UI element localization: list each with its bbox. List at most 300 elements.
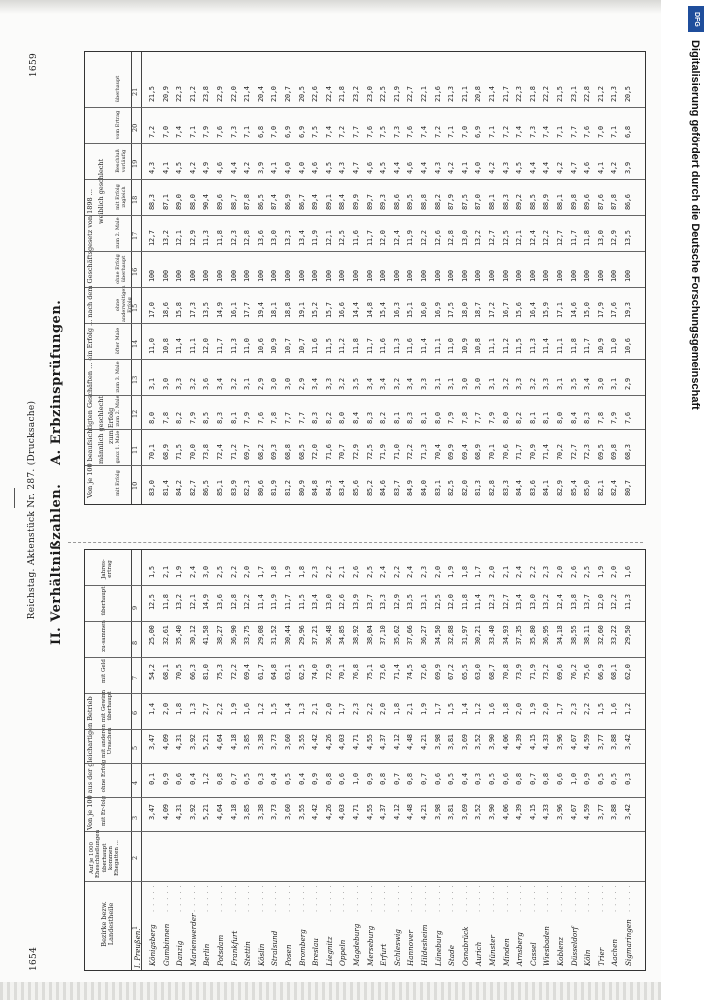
table-cell: 88,6 xyxy=(392,194,401,210)
table-row xyxy=(448,52,459,504)
table-cell: 11,5 xyxy=(515,338,524,354)
table-cell: 69,4 xyxy=(243,664,252,680)
table-cell: 0,9 xyxy=(583,773,592,785)
table-cell: 71,9 xyxy=(379,444,388,460)
table-cell: 4,9 xyxy=(202,162,211,174)
table-cell: 2,6 xyxy=(569,566,578,578)
table-cell: 4,7 xyxy=(569,162,578,174)
table-row xyxy=(339,550,350,970)
leader-dots: . . . . . xyxy=(596,884,605,912)
table-cell: 0,6 xyxy=(338,773,347,785)
table-cell: 13,0 xyxy=(324,594,333,610)
table-cell: 11,8 xyxy=(460,594,469,610)
table-cell: 6,9 xyxy=(297,126,306,138)
table-cell: 0,4 xyxy=(270,773,279,785)
table-cell: 7,6 xyxy=(583,126,592,138)
table-cell: 3,6 xyxy=(202,378,211,390)
table-cell: 3,77 xyxy=(596,804,605,820)
table-cell: 4,37 xyxy=(379,734,388,750)
leader-dots: . . . . . xyxy=(542,884,551,912)
table-cell: 4,0 xyxy=(297,162,306,174)
table-cell: 18,7 xyxy=(474,302,483,318)
table-cell: 68,7 xyxy=(488,664,496,680)
table-cell: 4,33 xyxy=(542,734,551,750)
table-cell: 4,2 xyxy=(488,162,496,174)
table-cell: 74,5 xyxy=(406,664,415,680)
table-cell: 12,7 xyxy=(556,230,564,246)
table-cell: 1,9 xyxy=(447,566,456,578)
table-cell: 67,2 xyxy=(447,664,456,680)
table-cell: 2,6 xyxy=(352,566,360,578)
table-cell: 70,5 xyxy=(175,664,184,680)
table-cell: 7,4 xyxy=(324,126,333,138)
table-cell: 34,93 xyxy=(501,625,510,645)
table-row xyxy=(231,52,242,504)
table-cell: 75,3 xyxy=(216,664,224,680)
table-row xyxy=(244,550,255,970)
table-cell: 2,7 xyxy=(202,703,211,715)
table-row xyxy=(598,550,609,970)
table-cell: 16,1 xyxy=(229,302,238,318)
table-cell: 8,4 xyxy=(569,412,578,424)
table-cell: 13,5 xyxy=(624,230,632,246)
table-row xyxy=(299,550,310,970)
table-cell: 7,2 xyxy=(433,126,442,138)
table-cell: 4,03 xyxy=(338,734,347,750)
table-cell: 2,3 xyxy=(420,566,428,578)
table-cell: 11,9 xyxy=(311,230,320,246)
table-cell: 4,5 xyxy=(515,162,524,174)
table-row xyxy=(516,550,527,970)
table-cell: 36,48 xyxy=(324,625,333,645)
table-cell: 3,69 xyxy=(460,804,469,820)
table-cell: 17,0 xyxy=(148,302,156,318)
table-cell: 85,1 xyxy=(216,480,224,496)
table-cell: 23,8 xyxy=(202,86,211,102)
table-cell: 100 xyxy=(392,270,401,282)
table-cell: 71,3 xyxy=(420,444,428,460)
table-cell: 73,6 xyxy=(379,664,388,680)
table-row xyxy=(271,550,282,970)
leader-dots: . . . . . xyxy=(229,884,238,912)
table-cell: 7,7 xyxy=(352,126,360,138)
table-cell: 1,3 xyxy=(297,703,306,715)
table-cell: 3,2 xyxy=(392,378,401,390)
leader-dots: . . . . . xyxy=(433,884,442,912)
table-cell: 10,9 xyxy=(460,338,469,354)
scan-edge-bottom xyxy=(0,982,707,1000)
table-cell: 22,5 xyxy=(379,86,388,102)
table-cell: 2,3 xyxy=(352,703,360,715)
leader-dots: . . . . . xyxy=(392,884,401,912)
table-cell: 3,88 xyxy=(610,804,619,820)
table-cell: 12,2 xyxy=(243,594,252,610)
table-cell: 4,6 xyxy=(583,162,592,174)
table-cell: 17,6 xyxy=(610,302,619,318)
table-a-col-header: ohne Erfolg überhaupt xyxy=(115,254,127,284)
table-cell: 100 xyxy=(406,270,415,282)
table-row xyxy=(353,550,364,970)
table-a-rule xyxy=(85,179,645,180)
table-cell: 11,4 xyxy=(420,338,428,354)
table-cell: 89,0 xyxy=(175,194,184,210)
table-cell: 34,85 xyxy=(338,625,347,645)
table-cell: 1,7 xyxy=(433,703,442,715)
table-b-col-number: 6 xyxy=(131,710,139,715)
table-cell: 68,8 xyxy=(284,444,292,460)
table-cell: 0,6 xyxy=(433,773,442,785)
table-cell: 71,0 xyxy=(392,444,401,460)
table-cell: 2,0 xyxy=(515,703,524,715)
table-cell: 23,1 xyxy=(569,86,578,102)
table-cell: 70,1 xyxy=(488,444,496,460)
table-row xyxy=(611,52,622,504)
table-cell: 11,6 xyxy=(311,338,320,354)
table-cell: 100 xyxy=(270,270,279,282)
table-cell: 4,6 xyxy=(311,162,320,174)
table-cell: 82,4 xyxy=(610,480,619,496)
table-cell: 4,2 xyxy=(610,162,619,174)
table-cell: 65,5 xyxy=(460,664,469,680)
table-cell: 2,9 xyxy=(624,378,632,390)
table-cell: 0,5 xyxy=(596,773,605,785)
page-fold-line xyxy=(68,542,643,543)
table-cell: 4,5 xyxy=(324,162,333,174)
table-cell: 16,4 xyxy=(528,302,537,318)
table-a-col-number: 10 xyxy=(131,481,139,490)
table-cell: 22,8 xyxy=(583,86,592,102)
table-cell: 22,4 xyxy=(324,86,333,102)
table-cell: 20,5 xyxy=(297,86,306,102)
table-b-col-region: Bezirke bezw. Landestheile xyxy=(100,901,116,947)
table-cell: 3,5 xyxy=(352,378,360,390)
table-cell: 3,0 xyxy=(596,378,605,390)
table-cell: 38,27 xyxy=(216,625,224,645)
table-cell: 0,4 xyxy=(460,773,469,785)
table-cell: 13,4 xyxy=(311,594,320,610)
table-cell: 63,1 xyxy=(284,664,292,680)
table-b-rule xyxy=(85,657,645,658)
table-cell: 22,2 xyxy=(542,86,551,102)
table-cell: 82,9 xyxy=(556,480,564,496)
region-name: Breslau xyxy=(311,938,321,966)
table-cell: 32,60 xyxy=(596,625,605,645)
table-cell: 11,8 xyxy=(352,338,360,354)
table-cell: 69,3 xyxy=(270,444,279,460)
table-cell: 72,6 xyxy=(420,664,428,680)
region-name: Lüneburg xyxy=(433,930,443,966)
table-cell: 68,9 xyxy=(161,444,170,460)
table-row xyxy=(367,52,378,504)
table-cell: 72,2 xyxy=(229,664,238,680)
table-cell: 0,1 xyxy=(148,773,156,785)
table-cell: 11,1 xyxy=(488,338,496,354)
table-cell: 15,8 xyxy=(175,302,184,318)
table-a-col-number: 13 xyxy=(131,375,139,384)
region-name: Koblenz xyxy=(556,936,565,966)
table-cell: 2,1 xyxy=(311,703,320,715)
table-cell: 13,9 xyxy=(352,594,360,610)
table-cell: 7,6 xyxy=(216,126,224,138)
table-cell: 86,6 xyxy=(624,194,632,210)
table-cell: 3,77 xyxy=(596,734,605,750)
table-cell: 2,0 xyxy=(610,566,619,578)
table-cell: 11,4 xyxy=(256,594,265,610)
table-cell: 100 xyxy=(202,270,211,282)
table-cell: 4,5 xyxy=(175,162,184,174)
table-cell: 18,0 xyxy=(460,302,469,318)
table-row xyxy=(435,550,446,970)
table-cell: 71,6 xyxy=(324,444,333,460)
table-row xyxy=(312,550,323,970)
table-cell: 100 xyxy=(624,270,632,282)
table-row xyxy=(176,52,187,504)
table-cell: 34,18 xyxy=(556,625,564,645)
table-cell: 1,9 xyxy=(528,703,537,715)
leader-dots: . . . . . xyxy=(447,884,456,912)
table-cell: 70,0 xyxy=(188,444,197,460)
table-cell: 3,9 xyxy=(256,162,265,174)
table-cell: 8,3 xyxy=(311,412,320,424)
region-name: Aachen xyxy=(610,938,620,966)
table-cell: 4,2 xyxy=(243,162,252,174)
leader-dots: . . . . . xyxy=(420,884,428,912)
table-cell: 11,2 xyxy=(338,338,347,354)
table-cell: 13,5 xyxy=(406,594,415,610)
table-b-rule xyxy=(85,585,645,586)
leader-dots: . . . . . xyxy=(583,884,592,912)
table-cell: 16,7 xyxy=(501,302,510,318)
table-b-col-header: überhaupt xyxy=(101,586,107,616)
leader-dots: . . . . . xyxy=(460,884,469,912)
table-cell: 12,9 xyxy=(188,230,197,246)
table-cell: 72,4 xyxy=(216,444,224,460)
table-cell: 7,8 xyxy=(596,412,605,424)
table-cell: 0,9 xyxy=(161,773,170,785)
table-cell: 4,26 xyxy=(324,804,333,820)
table-cell: 71,4 xyxy=(392,664,401,680)
table-cell: 21,8 xyxy=(338,86,347,102)
table-cell: 0,8 xyxy=(216,773,224,785)
table-row xyxy=(462,550,473,970)
table-cell: 20,9 xyxy=(161,86,170,102)
table-cell: 3,2 xyxy=(229,378,238,390)
table-a-column-numbers xyxy=(131,52,142,504)
table-cell: 11,6 xyxy=(406,338,415,354)
table-cell: 4,42 xyxy=(311,734,320,750)
region-name: Stralsund xyxy=(270,930,280,966)
table-cell: 69,4 xyxy=(460,444,469,460)
table-cell: 11,5 xyxy=(297,594,306,610)
table-cell: 4,5 xyxy=(379,162,388,174)
table-b-rule xyxy=(85,693,645,694)
table-cell: 12,6 xyxy=(338,594,347,610)
region-name: Köslin xyxy=(256,943,266,966)
table-cell: 37,21 xyxy=(311,625,320,645)
table-cell: 73,8 xyxy=(202,444,211,460)
table-cell: 15,4 xyxy=(379,302,388,318)
table-cell: 18,1 xyxy=(270,302,279,318)
table-cell: 13,0 xyxy=(596,230,605,246)
table-row xyxy=(163,52,174,504)
leader-dots: . . . . . xyxy=(488,884,496,912)
table-cell: 3,0 xyxy=(284,378,292,390)
table-cell: 11,0 xyxy=(148,338,156,354)
table-a-rule xyxy=(85,107,645,108)
table-cell: 25,00 xyxy=(148,625,156,645)
table-cell: 21,4 xyxy=(488,86,496,102)
region-name: Minden xyxy=(501,938,511,966)
table-cell: 13,7 xyxy=(365,594,374,610)
table-cell: 100 xyxy=(379,270,388,282)
leader-dots: . . . . . xyxy=(148,884,156,912)
table-cell: 10,8 xyxy=(474,338,483,354)
table-cell: 89,8 xyxy=(569,194,578,210)
table-cell: 36,90 xyxy=(229,625,238,645)
table-cell: 100 xyxy=(352,270,360,282)
table-cell: 86,5 xyxy=(256,194,265,210)
table-row xyxy=(571,550,582,970)
table-cell: 7,1 xyxy=(610,126,619,138)
table-cell: 22,0 xyxy=(229,86,238,102)
table-a-col-header: vom Ertrag xyxy=(115,110,121,140)
table-cell: 2,1 xyxy=(338,566,347,578)
table-cell: 1,5 xyxy=(270,703,279,715)
table-cell: 19,3 xyxy=(624,302,632,318)
table-cell: 100 xyxy=(229,270,238,282)
table-cell: 1,8 xyxy=(460,566,469,578)
table-cell: 11,3 xyxy=(392,338,401,354)
table-cell: 88,4 xyxy=(338,194,347,210)
table-cell: 32,61 xyxy=(161,625,170,645)
table-cell: 2,2 xyxy=(229,566,238,578)
table-cell: 3,1 xyxy=(148,378,156,390)
table-cell: 87,8 xyxy=(610,194,619,210)
table-b-col-header: mit Gewinn überhaupt xyxy=(101,689,114,723)
table-cell: 12,8 xyxy=(243,230,252,246)
table-a-group-header: Von je 100 beaufsichtigten Geschäften ... ein Erfolg ... nach dem Geschäftsgesetz von 1898 ... xyxy=(86,189,94,498)
leader-dots: . . . . . xyxy=(256,884,265,912)
table-cell: 68,3 xyxy=(624,444,632,460)
table-cell: 3,0 xyxy=(270,378,279,390)
section-title-a: A. Erbzinsprüfungen. xyxy=(49,299,64,465)
table-cell: 68,9 xyxy=(474,444,483,460)
table-b-col-number: 8 xyxy=(131,640,139,645)
table-cell: 11,6 xyxy=(379,338,388,354)
table-cell: 1,5 xyxy=(596,703,605,715)
table-row xyxy=(149,52,160,504)
table-cell: 86,5 xyxy=(202,480,211,496)
table-cell: 0,5 xyxy=(488,773,496,785)
table-cell: 1,6 xyxy=(243,703,252,715)
leader-dots: . . . . . xyxy=(161,884,170,912)
table-cell: 8,0 xyxy=(338,412,347,424)
table-cell: 7,6 xyxy=(624,412,632,424)
table-cell: 18,8 xyxy=(284,302,292,318)
table-cell: 70,1 xyxy=(148,444,156,460)
table-b-col-number: 5 xyxy=(131,745,139,750)
table-cell: 31,52 xyxy=(270,625,279,645)
table-cell: 4,18 xyxy=(229,804,238,820)
table-cell: 11,1 xyxy=(433,338,442,354)
table-cell: 38,04 xyxy=(365,625,374,645)
table-cell: 20,5 xyxy=(624,86,632,102)
table-cell: 3,47 xyxy=(148,734,156,750)
table-row xyxy=(571,52,582,504)
table-cell: 100 xyxy=(569,270,578,282)
table-cell: 82,0 xyxy=(460,480,469,496)
table-cell: 81,9 xyxy=(270,480,279,496)
table-cell: 100 xyxy=(460,270,469,282)
table-cell: 4,42 xyxy=(311,804,320,820)
table-cell: 80,7 xyxy=(624,480,632,496)
table-cell: 3,42 xyxy=(624,804,632,820)
table-cell: 8,3 xyxy=(406,412,415,424)
table-cell: 13,2 xyxy=(175,594,184,610)
table-cell: 4,6 xyxy=(406,162,415,174)
table-cell: 11,7 xyxy=(216,338,224,354)
table-cell: 7,4 xyxy=(420,126,428,138)
table-cell: 1,2 xyxy=(624,703,632,715)
table-cell: 2,3 xyxy=(569,703,578,715)
table-cell: 7,9 xyxy=(610,412,619,424)
table-cell: 11,8 xyxy=(161,594,170,610)
table-row xyxy=(475,550,486,970)
table-cell: 68,5 xyxy=(297,444,306,460)
table-cell: 21,6 xyxy=(433,86,442,102)
region-name: Stettin xyxy=(243,941,253,966)
table-cell: 11,3 xyxy=(229,338,238,354)
table-cell: 87,4 xyxy=(270,194,279,210)
table-a-col-number: 11 xyxy=(131,445,139,454)
table-cell: 4,12 xyxy=(392,804,401,820)
leader-dots: . . . . . xyxy=(569,884,578,912)
table-cell: 3,0 xyxy=(474,378,483,390)
leader-dots: . . . . . xyxy=(528,884,537,912)
table-cell: 14,4 xyxy=(352,302,360,318)
table-cell: 2,2 xyxy=(216,703,224,715)
table-cell: 8,1 xyxy=(229,412,238,424)
table-cell: 4,3 xyxy=(433,162,442,174)
table-cell: 69,5 xyxy=(596,444,605,460)
table-cell: 8,3 xyxy=(216,412,224,424)
table-row xyxy=(380,52,391,504)
table-a-col-header: zum 3. Male xyxy=(115,361,121,393)
table-cell: 31,97 xyxy=(460,625,469,645)
table-cell: 4,3 xyxy=(338,162,347,174)
table-cell: 17,1 xyxy=(556,302,564,318)
table-cell: 1,2 xyxy=(474,703,483,715)
table-row xyxy=(203,550,214,970)
table-row xyxy=(176,550,187,970)
table-row xyxy=(543,52,554,504)
table-cell: 7,8 xyxy=(270,412,279,424)
table-row xyxy=(421,52,432,504)
table-cell: 3,1 xyxy=(447,378,456,390)
table-a-col-number: 18 xyxy=(131,195,139,204)
table-cell: 7,3 xyxy=(528,126,537,138)
table-cell: 11,3 xyxy=(624,594,632,610)
region-name: Aurich xyxy=(474,941,484,966)
table-cell: 85,4 xyxy=(569,480,578,496)
table-a-col-number: 15 xyxy=(131,303,139,312)
table-a-header xyxy=(85,52,132,504)
table-cell: 7,7 xyxy=(284,412,292,424)
table-a-body xyxy=(143,52,645,504)
table-cell: 4,71 xyxy=(352,734,360,750)
table-cell: 85,6 xyxy=(352,480,360,496)
table-cell: 3,1 xyxy=(610,378,619,390)
